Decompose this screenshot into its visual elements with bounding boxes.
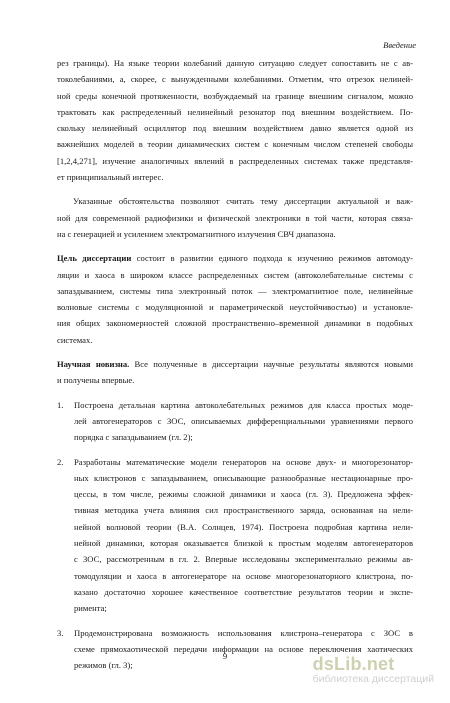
novelty-text: Все полученные в диссертации научные результаты являются новыми: [129, 359, 413, 370]
text-line: казано достаточно хорошее качественное соответствие результатов теории и экспе-: [74, 586, 413, 597]
list-number: 3.: [57, 627, 64, 638]
text-line: Продемонстрирована возможность использования клистрона–генератора с ЗОС в: [74, 627, 413, 638]
watermark[interactable]: [313, 655, 434, 685]
text-line: схеме прямохаотической передачи информации на основе переключения хаотических: [74, 643, 413, 654]
text-line: тивная методика учета влияния сил пространственного заряда, основанная на нели-: [74, 505, 413, 516]
text-line: рез границы). На языке теории колебаний данную ситуацию следует сопоставить не с ав-: [57, 58, 413, 68]
text-line: с ЗОС, рассмотренным в гл. 2. Впервые исследованы экспериментально режимы ав-: [74, 554, 413, 565]
page-number: 9: [222, 651, 228, 661]
watermark-logo[interactable]: dsLib.net: [312, 654, 395, 674]
text-line: нейной динамики, которая оказывается близкой к простым моделям автогенераторов: [74, 538, 413, 549]
results-list: [57, 397, 413, 674]
page-body: [57, 55, 413, 673]
text-line: трактовать как распределенный нелинейный резонатор под внешним воздействием. По-: [57, 106, 413, 117]
novelty-label: Научная новизна.: [57, 359, 130, 370]
goal-text: состоит в развитии единого подхода к изучению режимов автомоду-: [131, 253, 413, 264]
text-line: Разработаны математические модели генераторов на основе двух- и многорезонатор-: [74, 456, 413, 467]
text-line: цессы, в том числе, режимы сложной динамики и хаоса (гл. 3). Предложена эффек-: [74, 489, 413, 500]
text-line: и получены впервые.: [57, 375, 135, 386]
text-line: скольку нелинейный осциллятор под внешним воздействием давно является одной из: [57, 123, 413, 134]
text-line: ляции и хаоса в широком классе распределенных систем (автоколебательные системы с: [57, 269, 413, 280]
text-line: ной среды конечной протяженности, возбуждаемый на границе внешним сигналом, можно: [57, 90, 413, 101]
list-number: 2.: [57, 456, 64, 467]
paragraph-2: [57, 193, 413, 242]
text-line: режимов (гл. 3);: [74, 660, 133, 671]
text-line: ных клистронов с запаздыванием, описывающие разнообразные нестационарные про-: [74, 472, 413, 483]
goal-paragraph: [57, 250, 413, 348]
paragraph-1: [57, 55, 413, 185]
list-item: [57, 454, 413, 617]
text-line: ной для современной радиофизики и физической электроники в той части, которая связа-: [57, 212, 413, 223]
novelty-paragraph: [57, 356, 413, 389]
text-line: токолебаниями, а, скорее, с вынужденными колебаниями. Отметим, что отрезок нелиней-: [57, 74, 413, 85]
text-line: на с генерацией и усилением электромагнитного излучения СВЧ диапазона.: [57, 228, 336, 239]
list-number: 1.: [57, 399, 64, 410]
text-line: ет принципиальный интерес.: [57, 172, 164, 183]
text-line: томодуляции и хаоса в автогенераторе на основе многорезонаторного клистрона, по-: [74, 570, 413, 581]
watermark-subtitle: библиотека диссертаций: [312, 673, 434, 685]
text-line: запаздыванием, системы типа электронный поток — электромагнитное поле, нелинейные: [57, 285, 413, 296]
text-line: волновые системы с модуляционной и параметрической неустойчивостью) и установле-: [57, 302, 413, 313]
text-line: [57, 250, 413, 266]
text-line: порядка с запаздыванием (гл. 2);: [74, 432, 193, 443]
text-line: нейной волновой теории (В.А. Солнцев, 1974). Построена подробная картина нели-: [74, 521, 413, 532]
list-item: [57, 397, 413, 446]
goal-label: Цель диссертации: [57, 253, 132, 264]
text-line: системах.: [57, 334, 93, 345]
text-line: важнейших моделей в теории динамических систем с конечным числом степеней свободы: [57, 139, 413, 150]
text-line: Построена детальная картина автоколебательных режимов для класса простых моде-: [74, 399, 413, 410]
text-line: лей автогенераторов с ЗОС, описываемых дифференциальными уравнениями первого: [74, 415, 413, 426]
text-line: [1,2,4,271], изучение аналогичных явлений в распределенных системах также представля-: [57, 155, 413, 166]
text-line: ния общих закономерностей сложной пространственно–временной динамики в подобных: [57, 318, 413, 329]
text-line: римента;: [74, 603, 107, 614]
text-line: [57, 356, 413, 372]
running-head: Введение: [383, 40, 416, 50]
text-line: Указанные обстоятельства позволяют считать тему диссертации актуальной и важ-: [73, 196, 413, 207]
